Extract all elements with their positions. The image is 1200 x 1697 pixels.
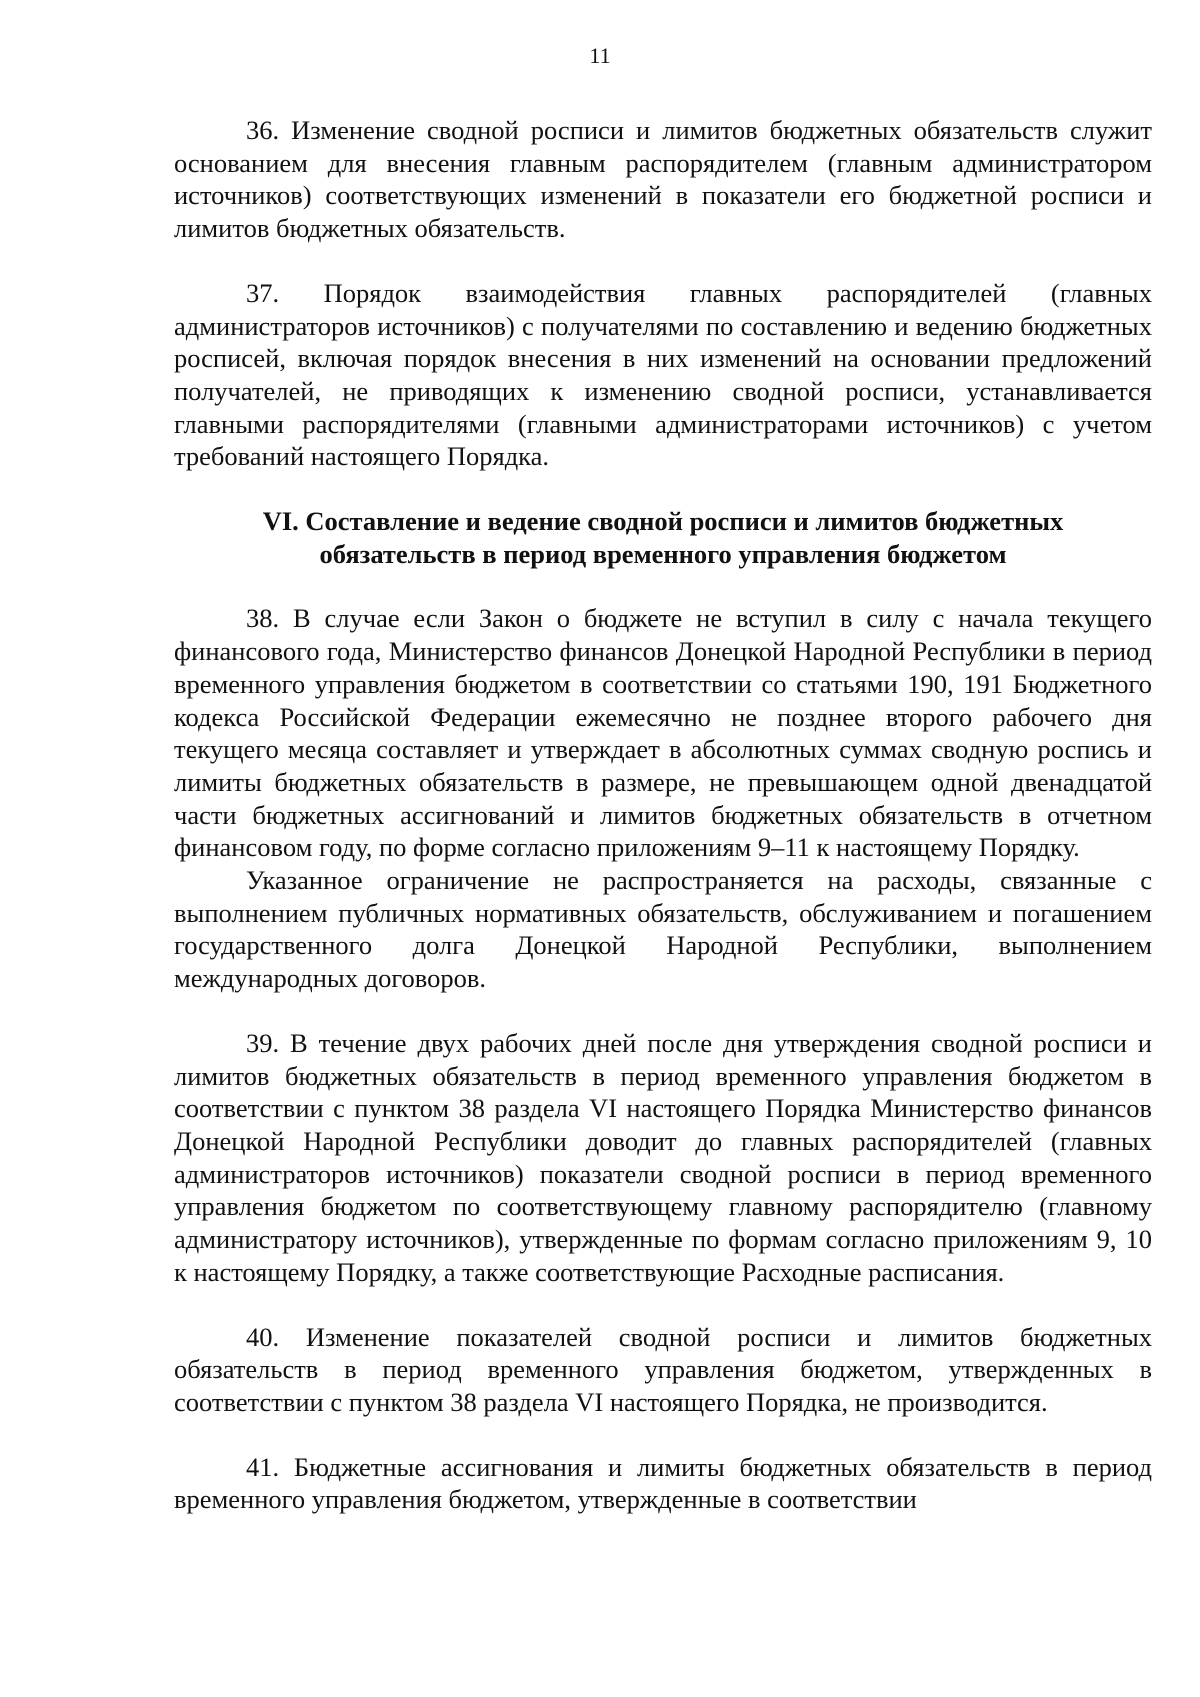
page-number: 11 [589,43,611,68]
paragraph-37: 37. Порядок взаимодействия главных распорядителей (главных администраторов источников) с получателями по составлению и ведению бюджетных росписей, включая порядок внесения в них изменений на основании предложений получателей, не приводящих к изменению сводной росписи, устанавливается главными распорядителями (главными администраторами источников) с учетом требований настоящего Порядка. [174,277,1152,472]
paragraph-39: 39. В течение двух рабочих дней после дня утверждения сводной росписи и лимитов бюджетных обязательств в период временного управления бюджетом в соответствии с пунктом 38 раздела VI настоящего Порядка Министерство финансов Донецкой Народной Республики доводит до главных распорядителей (главных администраторов источников) показатели сводной росписи в период временного управления бюджетом по соответствующему главному распорядителю (главному администратору источников), утвержденные по формам согласно приложениям 9, 10 к настоящему Порядку, а также соответствующие Расходные расписания. [174,1027,1152,1287]
paragraph-36: 36. Изменение сводной росписи и лимитов бюджетных обязательств служит основанием для внесения главным распорядителем (главным администратором источников) соответствующих изменений в показатели его бюджетной росписи и лимитов бюджетных обязательств. [174,115,1152,244]
paragraph-38: 38. В случае если Закон о бюджете не вступил в силу с начала текущего финансового года, Министерство финансов Донецкой Народной Республики в период временного управления бюджетом в соответствии со статьями 190, 191 Бюджетного кодекса Российской Федерации ежемесячно не позднее второго рабочего дня текущего месяца составляет и утверждает в абсолютных суммах сводную роспись и лимиты бюджетных обязательств в размере, не превышающем одной двенадцатой части бюджетных ассигнований и лимитов бюджетных обязательств в отчетном финансовом году, по форме согласно приложениям 9–11 к настоящему Порядку. [174,603,1152,863]
paragraph-40: 40. Изменение показателей сводной росписи и лимитов бюджетных обязательств в период временного управления бюджетом, утвержденных в соответствии с пунктом 38 раздела VI настоящего Порядка, не производится. [174,1321,1152,1417]
paragraph-41: 41. Бюджетные ассигнования и лимиты бюджетных обязательств в период временного управления бюджетом, утвержденные в соответствии [174,1451,1152,1515]
section-heading-line-1: VI. Составление и ведение сводной росписи и лимитов бюджетных [262,506,1064,537]
section-heading-line-2: обязательств в период временного управления бюджетом [319,538,1007,569]
section-heading [174,505,1152,570]
document-body [174,114,1152,1516]
paragraph-38-continuation: Указанное ограничение не распространяется на расходы, связанные с выполнением публичных нормативных обязательств, обслуживанием и погашением государственного долга Донецкой Народной Республики, выполнением международных договоров. [174,865,1152,994]
